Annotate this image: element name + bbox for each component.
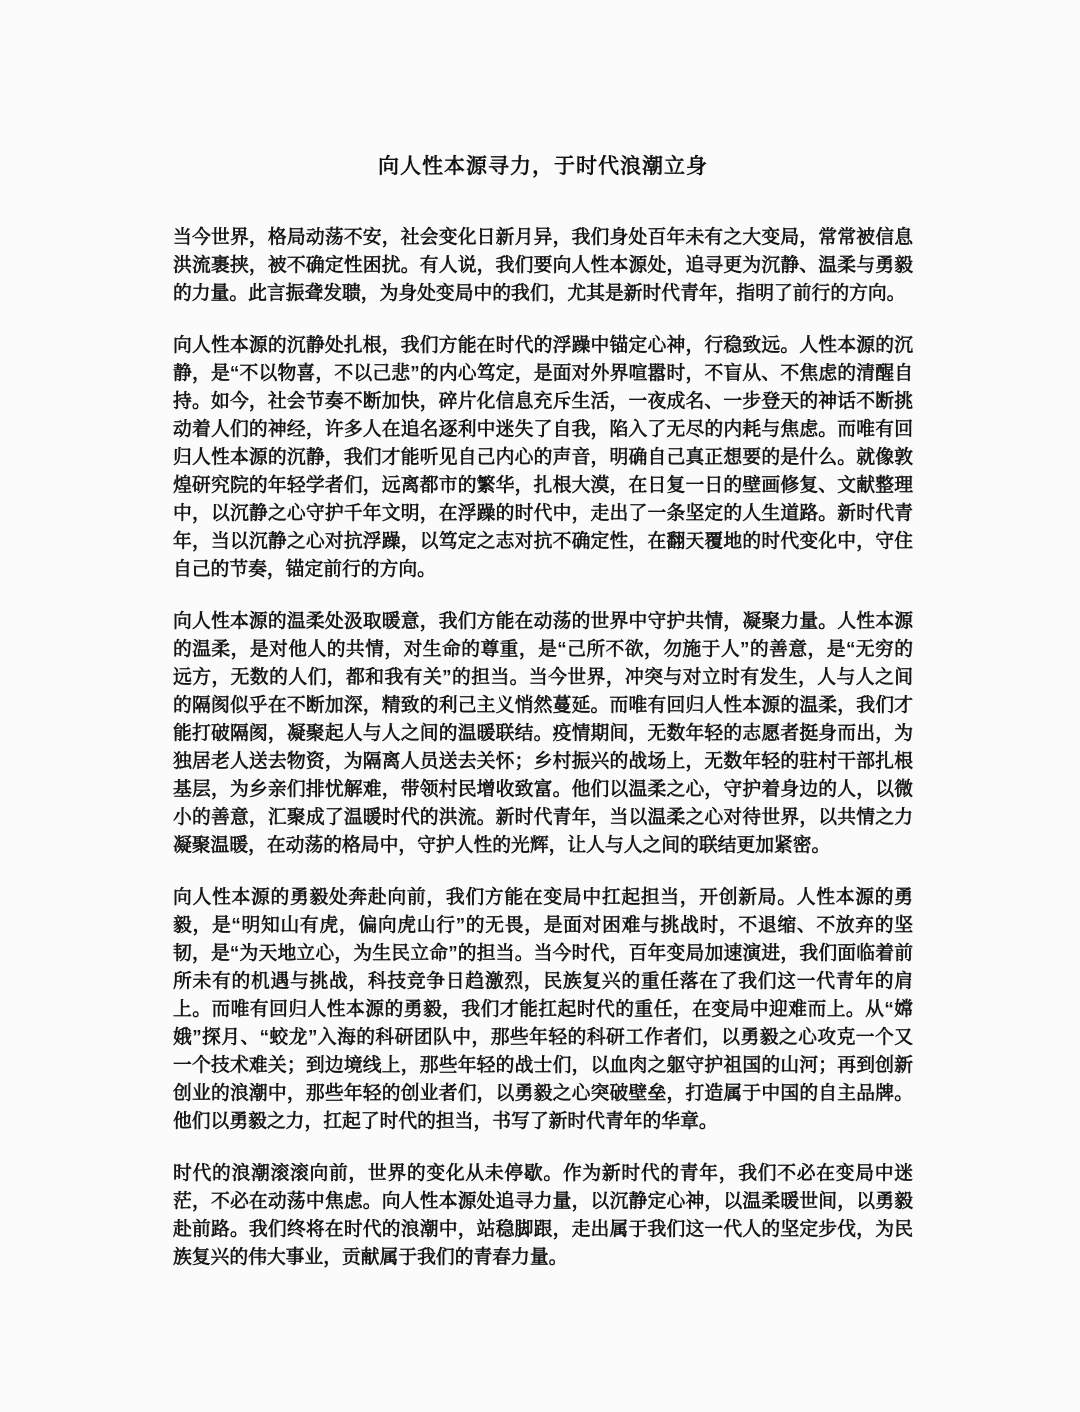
essay-body bbox=[173, 152, 913, 1271]
essay-title: 向人性本源寻力，于时代浪潮立身 bbox=[378, 155, 708, 178]
essay-paragraph-courage: 向人性本源的勇毅处奔赴向前，我们方能在变局中扛起担当，开创新局。人性本源的勇毅，是“明知山有虎，偏向虎山行”的无畏，是面对困难与挑战时，不退缩、不放弃的坚韧，是“为天地立心，为生民立命”的担当。当今时代，百年变局加速演进，我们面临着前所未有的机遇与挑战，科技竞争日趋激烈，民族复兴的重任落在了我们这一代青年的肩上。而唯有回归人性本源的勇毅，我们才能扛起时代的重任，在变局中迎难而上。从“嫦娥”探月、“蛟龙”入海的科研团队中，那些年轻的科研工作者们，以勇毅之心攻克一个又一个技术难关；到边境线上，那些年轻的战士们，以血肉之躯守护祖国的山河；再到创新创业的浪潮中，那些年轻的创业者们，以勇毅之心突破壁垒，打造属于中国的自主品牌。他们以勇毅之力，扛起了时代的担当，书写了新时代青年的华章。 bbox=[173, 886, 913, 1131]
essay-paragraph-intro: 当今世界，格局动荡不安，社会变化日新月异，我们身处百年未有之大变局，常常被信息洪流裹挟，被不确定性困扰。有人说，我们要向人性本源处，追寻更为沉静、温柔与勇毅的力量。此言振聋发聩，为身处变局中的我们，尤其是新时代青年，指明了前行的方向。 bbox=[173, 226, 913, 303]
essay-paragraph-tenderness: 向人性本源的温柔处汲取暖意，我们方能在动荡的世界中守护共情，凝聚力量。人性本源的温柔，是对他人的共情，对生命的尊重，是“己所不欲，勿施于人”的善意，是“无穷的远方，无数的人们，都和我有关”的担当。当今世界，冲突与对立时有发生，人与人之间的隔阂似乎在不断加深，精致的利己主义悄然蔓延。而唯有回归人性本源的温柔，我们才能打破隔阂，凝聚起人与人之间的温暖联结。疫情期间，无数年轻的志愿者挺身而出，为独居老人送去物资，为隔离人员送去关怀；乡村振兴的战场上，无数年轻的驻村干部扎根基层，为乡亲们排忧解难，带领村民增收致富。他们以温柔之心，守护着身边的人，以微小的善意，汇聚成了温暖时代的洪流。新时代青年，当以温柔之心对待世界，以共情之力凝聚温暖，在动荡的格局中，守护人性的光辉，让人与人之间的联结更加紧密。 bbox=[173, 610, 913, 855]
essay-paragraph-calm: 向人性本源的沉静处扎根，我们方能在时代的浮躁中锚定心神，行稳致远。人性本源的沉静，是“不以物喜，不以己悲”的内心笃定，是面对外界喧嚣时，不盲从、不焦虑的清醒自持。如今，社会节奏不断加快，碎片化信息充斥生活，一夜成名、一步登天的神话不断挑动着人们的神经，许多人在追名逐利中迷失了自我，陷入了无尽的内耗与焦虑。而唯有回归人性本源的沉静，我们才能听见自己内心的声音，明确自己真正想要的是什么。就像敦煌研究院的年轻学者们，远离都市的繁华，扎根大漠，在日复一日的壁画修复、文献整理中，以沉静之心守护千年文明，在浮躁的时代中，走出了一条坚定的人生道路。新时代青年，当以沉静之心对抗浮躁，以笃定之志对抗不确定性，在翻天覆地的时代变化中，守住自己的节奏，锚定前行的方向。 bbox=[173, 334, 913, 579]
essay-paragraph-conclusion: 时代的浪潮滚滚向前，世界的变化从未停歇。作为新时代的青年，我们不必在变局中迷茫，不必在动荡中焦虑。向人性本源处追寻力量，以沉静定心神，以温柔暖世间，以勇毅赴前路。我们终将在时代的浪潮中，站稳脚跟，走出属于我们这一代人的坚定步伐，为民族复兴的伟大事业，贡献属于我们的青春力量。 bbox=[173, 1162, 913, 1267]
